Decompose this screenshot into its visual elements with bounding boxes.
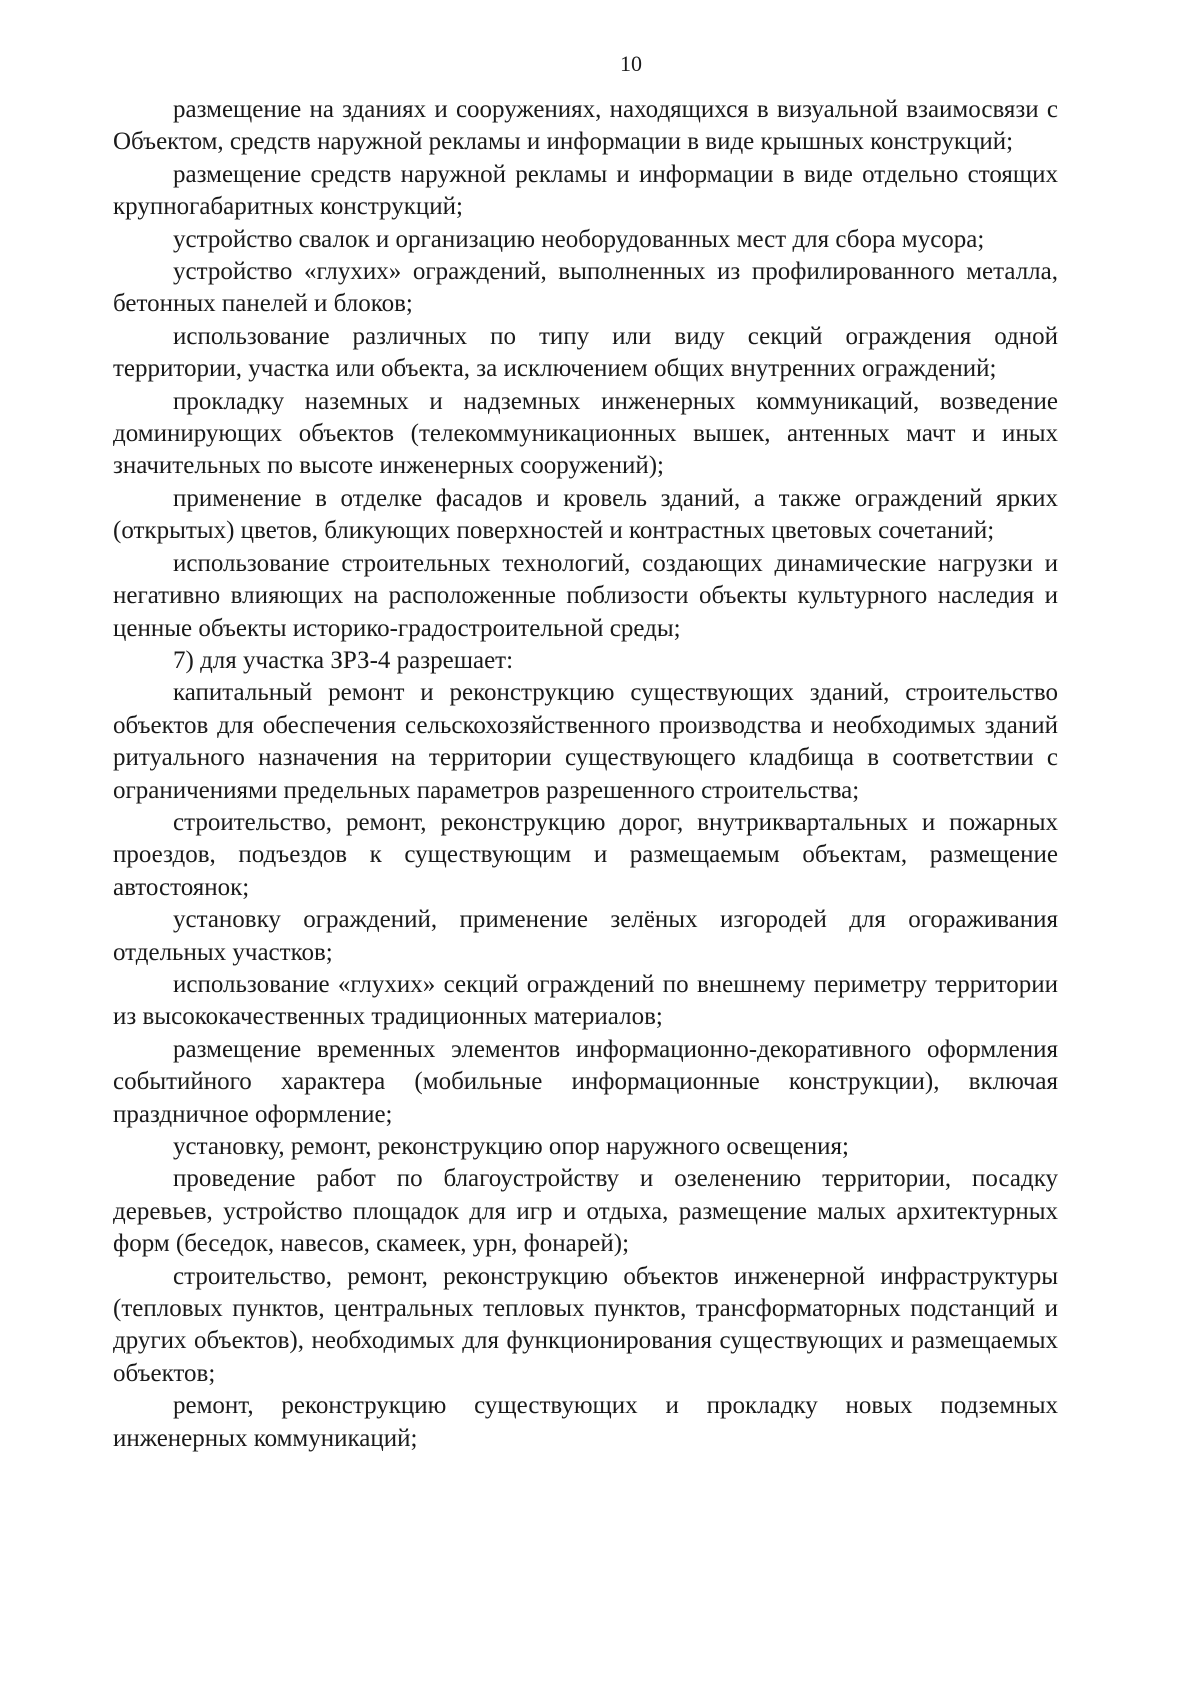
paragraph: размещение на зданиях и сооружениях, находящихся в визуальной взаимосвязи с Объектом, средств наружной рекламы и информации в виде крышных конструкций; (113, 96, 1058, 156)
paragraph: использование различных по типу или виду секций ограждения одной территории, участка или объекта, за исключением общих внутренних ограждений; (113, 322, 1058, 383)
paragraph: капитальный ремонт и реконструкцию существующих зданий, строительство объектов для обеспечения сельскохозяйственного производства и необходимых зданий ритуального назначения на территории существующего кладбища в соответствии с ограничениями предельных параметров разрешенного строительства; (113, 679, 1058, 804)
paragraph: использование «глухих» секций ограждений по внешнему периметру территории из высококачественных традиционных материалов; (113, 970, 1058, 1031)
paragraph: прокладку наземных и надземных инженерных коммуникаций, возведение доминирующих объектов (телекоммуникационных вышек, антенных мачт и иных значительных по высоте инженерных сооружений); (113, 387, 1058, 480)
paragraph: установку, ремонт, реконструкцию опор наружного освещения; (173, 1133, 849, 1160)
document-body (113, 94, 1058, 1455)
paragraph: размещение временных элементов информационно-декоративного оформления событийного характера (мобильные информационные конструкции), включая праздничное оформление; (113, 1035, 1058, 1128)
paragraph: строительство, ремонт, реконструкцию дорог, внутриквартальных и пожарных проездов, подъездов к существующим и размещаемым объектам, размещение автостоянок; (113, 808, 1058, 901)
paragraph: установку ограждений, применение зелёных изгородей для огораживания отдельных участков; (113, 906, 1058, 966)
paragraph: ремонт, реконструкцию существующих и прокладку новых подземных инженерных коммуникаций; (113, 1392, 1058, 1452)
paragraph: применение в отделке фасадов и кровель зданий, а также ограждений ярких (открытых) цветов, бликующих поверхностей и контрастных цветовых сочетаний; (113, 484, 1058, 545)
section-heading: 7) для участка ЗРЗ-4 разрешает: (173, 646, 514, 674)
paragraph: использование строительных технологий, создающих динамические нагрузки и негативно влияющих на расположенные поблизости объекты культурного наследия и ценные объекты историко-градостроительной среды; (113, 549, 1058, 642)
paragraph: устройство свалок и организацию необорудованных мест для сбора мусора; (173, 225, 985, 253)
paragraph: устройство «глухих» ограждений, выполненных из профилированного металла, бетонных панелей и блоков; (113, 258, 1058, 318)
page-number: 10 (620, 51, 642, 76)
paragraph: строительство, ремонт, реконструкцию объектов инженерной инфраструктуры (тепловых пунктов, центральных тепловых пунктов, трансформаторных подстанций и других объектов), необходимых для функционирования существующих и размещаемых объектов; (113, 1262, 1058, 1387)
paragraph: проведение работ по благоустройству и озеленению территории, посадку деревьев, устройство площадок для игр и отдыха, размещение малых архитектурных форм (беседок, навесов, скамеек, урн, фонарей); (113, 1165, 1058, 1258)
paragraph: размещение средств наружной рекламы и информации в виде отдельно стоящих крупногабаритных конструкций; (113, 160, 1058, 221)
